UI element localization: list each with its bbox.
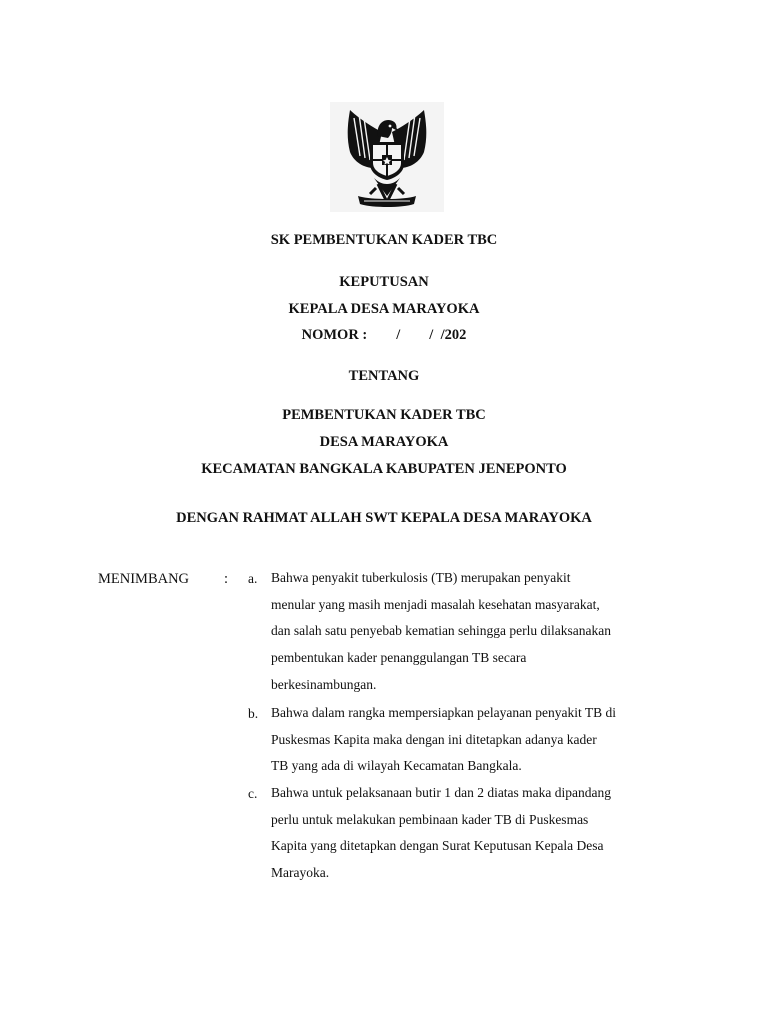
item-line: Kapita yang ditetapkan dengan Surat Keputusan Kepala Desa	[271, 838, 604, 854]
item-line: perlu untuk melakukan pembinaan kader TB di Puskesmas	[271, 811, 589, 827]
subject-line: DESA MARAYOKA	[319, 434, 449, 450]
issuer-line: KEPALA DESA MARAYOKA	[288, 301, 480, 317]
item-line: pembentukan kader penanggulangan TB secara	[271, 650, 527, 666]
subject-line: KECAMATAN BANGKALA KABUPATEN JENEPONTO	[201, 461, 567, 477]
garuda-emblem-icon	[330, 102, 444, 212]
item-line: menular yang masih menjadi masalah kesehatan masyarakat,	[271, 596, 600, 612]
considering-label: MENIMBANG	[98, 571, 190, 587]
item-letter: b.	[248, 706, 259, 721]
considering-colon: :	[224, 571, 229, 587]
about-heading: TENTANG	[348, 368, 420, 384]
item-line: Bahwa penyakit tuberkulosis (TB) merupakan penyakit	[271, 570, 571, 585]
list-item	[271, 565, 671, 699]
item-line: Bahwa untuk pelaksanaan butir 1 dan 2 diatas maka dipandang	[271, 785, 612, 800]
item-line: berkesinambungan.	[271, 676, 377, 692]
item-line: TB yang ada di wilayah Kecamatan Bangkala.	[271, 758, 522, 774]
list-item	[271, 780, 671, 887]
decision-heading: KEPUTUSAN	[339, 274, 429, 290]
list-item	[271, 700, 671, 780]
number-line: NOMOR : / / /202	[301, 327, 467, 343]
item-letter: a.	[248, 571, 258, 586]
item-line: Bahwa dalam rangka mempersiapkan pelayanan penyakit TB di	[271, 705, 617, 720]
document-title: SK PEMBENTUKAN KADER TBC	[270, 232, 498, 248]
item-letter: c.	[248, 786, 258, 801]
item-line: Puskesmas Kapita maka dengan ini ditetapkan adanya kader	[271, 731, 597, 747]
invocation-line: DENGAN RAHMAT ALLAH SWT KEPALA DESA MARAYOKA	[176, 510, 592, 526]
item-line: dan salah satu penyebab kematian sehingga perlu dilaksanakan	[271, 623, 612, 639]
item-line: Marayoka.	[271, 865, 330, 881]
subject-line: PEMBENTUKAN KADER TBC	[282, 407, 486, 423]
